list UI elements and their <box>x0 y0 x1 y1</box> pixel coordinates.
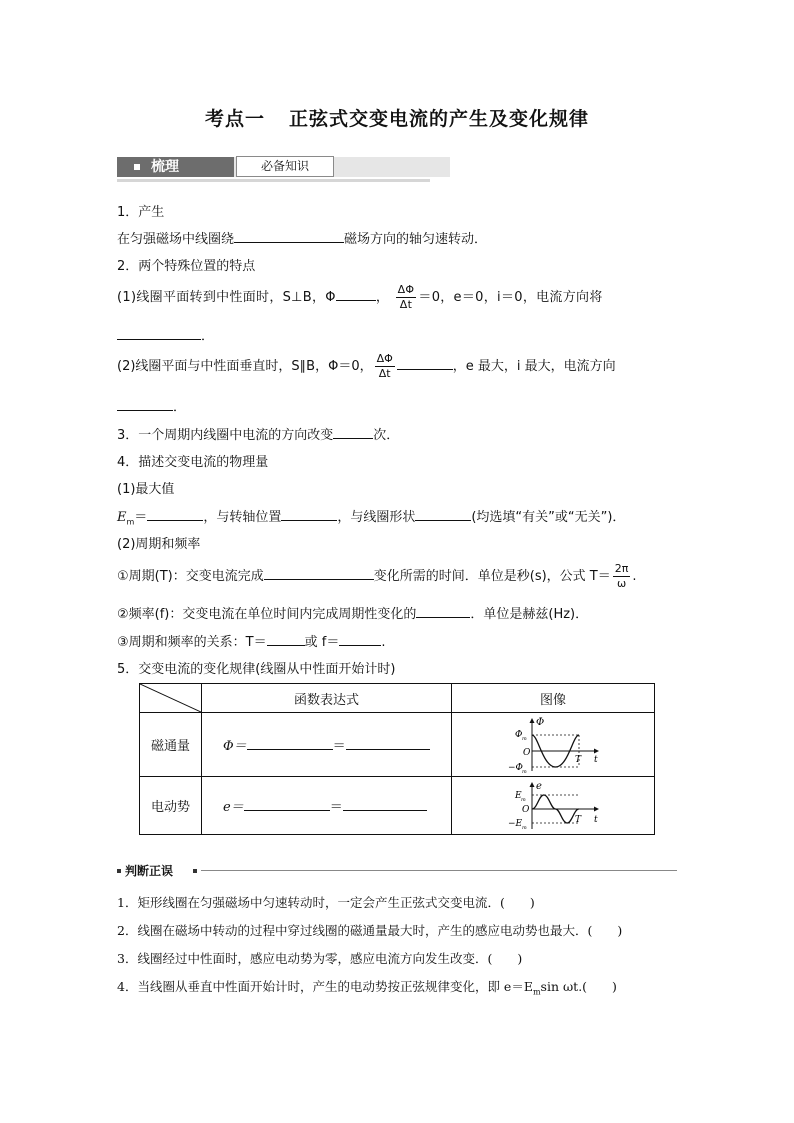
bullet-icon <box>193 869 197 873</box>
fill-blank[interactable] <box>343 798 427 811</box>
svg-text:m: m <box>522 735 527 742</box>
row-label: 电动势 <box>140 777 202 835</box>
s4-heading: 4．描述交变电流的物理量 <box>117 455 269 470</box>
judge-item: 1．矩形线圈在匀强磁场中匀速转动时，一定会产生正弦式交变电流．( ) <box>117 895 535 910</box>
banner-main <box>117 157 234 177</box>
square-bullet-icon <box>134 164 140 170</box>
section-banner <box>117 155 430 181</box>
banner-tag: 必备知识 <box>236 156 334 177</box>
s2-p2-cont: ． <box>117 396 186 415</box>
row-label: 磁通量 <box>140 713 202 777</box>
fill-blank[interactable] <box>397 357 453 370</box>
svg-text:m: m <box>521 796 526 803</box>
s4-max-heading: (1)最大值 <box>117 482 175 497</box>
origin-label: O <box>523 747 531 758</box>
judge-item: 4．当线圈从垂直中性面开始计时，产生的电动势按正弦规律变化，即 $e=E_m\sin$ ωt.( ) <box>117 979 617 997</box>
s4-period-heading: (2)周期和频率 <box>117 537 201 552</box>
max-label: E <box>515 790 522 801</box>
col-graph-header: 图像 <box>452 684 655 713</box>
svg-text:m: m <box>522 824 527 831</box>
flux-graph <box>506 715 606 775</box>
bullet-icon <box>117 869 121 873</box>
s2-p1: (1)线圈平面转到中性面时，S⊥B，Φ ， $\frac{\Delta\Phi}{\Delta t}$ ＝0，e＝0，i＝0，电流方向将 <box>117 283 603 311</box>
svg-text:m: m <box>522 768 527 775</box>
fill-blank[interactable] <box>333 426 373 439</box>
judge-item: 3．线圈经过中性面时，感应电动势为零，感应电流方向发生改变．( ) <box>117 951 523 966</box>
axis-x-label: t <box>594 814 598 825</box>
s3-line: 3．一个周期内线圈中电流的方向改变 次． <box>117 428 400 443</box>
table-row <box>140 777 655 835</box>
axis-x-label: t <box>594 754 598 765</box>
judge-item: 2．线圈在磁场中转动的过程中穿过线圈的磁通量最大时，产生的感应电动势也最大．( ) <box>117 923 623 938</box>
axis-y-label: e <box>536 780 542 792</box>
judge-heading-label: 判断正误 <box>125 864 174 878</box>
s4-freq-line: ②频率(f)：交变电流在单位时间内完成周期性变化的 ．单位是赫兹(Hz)． <box>117 607 589 622</box>
origin-label: O <box>522 804 530 815</box>
title-text: 正弦式交变电流的产生及变化规律 <box>289 108 590 130</box>
s1-heading: 1．产生 <box>117 205 165 220</box>
s4-period-line: ①周期(T)：交变电流完成 变化所需的时间．单位是秒(s)，公式 T＝ $\frac{2\pi}{\omega}$ . <box>117 562 637 590</box>
s5-heading: 5．交变电流的变化规律(线圈从中性面开始计时) <box>117 662 396 677</box>
fill-blank[interactable] <box>416 605 470 618</box>
s4-max-line: $E_m=$ ，与转轴位置 ，与线圈形状 (均选填“有关”或“无关”)． <box>117 510 626 527</box>
fill-blank[interactable] <box>346 737 430 750</box>
emf-graph-cell <box>452 777 655 835</box>
s2-p2: (2)线圈平面与中性面垂直时，S∥B，Φ＝0， $\frac{\Delta\Phi}{\Delta t}$ ，e 最大，i 最大，电流方向 <box>117 352 616 380</box>
row-expr: Φ＝ ＝ <box>202 713 452 777</box>
s2-heading: 2．两个特殊位置的特点 <box>117 259 256 274</box>
fill-blank[interactable] <box>281 508 337 521</box>
fill-blank[interactable] <box>247 737 333 750</box>
tick-t-label: T <box>575 814 582 825</box>
emf-graph <box>506 779 606 833</box>
fill-blank[interactable] <box>117 398 173 411</box>
col-expr-header: 函数表达式 <box>202 684 452 713</box>
table-header-row <box>140 684 655 713</box>
fill-blank[interactable] <box>234 230 344 243</box>
min-label: −E <box>508 818 523 829</box>
table-row <box>140 713 655 777</box>
min-label: −Φ <box>508 762 523 773</box>
fill-blank[interactable] <box>336 288 376 301</box>
max-label: Φ <box>515 729 523 740</box>
banner-main-label: 梳理 <box>151 159 179 175</box>
fill-blank[interactable] <box>117 327 201 340</box>
flux-graph-cell <box>452 713 655 777</box>
fill-blank[interactable] <box>147 508 203 521</box>
fill-blank[interactable] <box>264 567 374 580</box>
s1-body: 在匀强磁场中线圈绕 磁场方向的轴匀速转动． <box>117 232 488 247</box>
fraction: $\frac{2\pi}{\omega}$ <box>614 562 629 590</box>
variation-table <box>139 683 655 835</box>
fraction: $\frac{\Delta\Phi}{\Delta t}$ <box>397 283 415 311</box>
fill-blank[interactable] <box>267 633 305 646</box>
diagonal-cell <box>140 684 202 713</box>
fill-blank[interactable] <box>339 633 381 646</box>
tick-t-label: T <box>575 754 582 765</box>
s2-p1-cont: ． <box>117 325 214 344</box>
page-title <box>0 104 794 131</box>
fraction: $\frac{\Delta\Phi}{\Delta t}$ <box>376 352 393 380</box>
axis-y-label: Φ <box>536 716 545 728</box>
title-prefix: 考点一 <box>204 108 265 130</box>
judge-heading <box>117 860 677 880</box>
s4-relation-line: ③周期和频率的关系：T＝ 或 f＝ . <box>117 635 386 650</box>
fill-blank[interactable] <box>244 798 330 811</box>
fill-blank[interactable] <box>415 508 471 521</box>
row-expr: e＝ ＝ <box>202 777 452 835</box>
